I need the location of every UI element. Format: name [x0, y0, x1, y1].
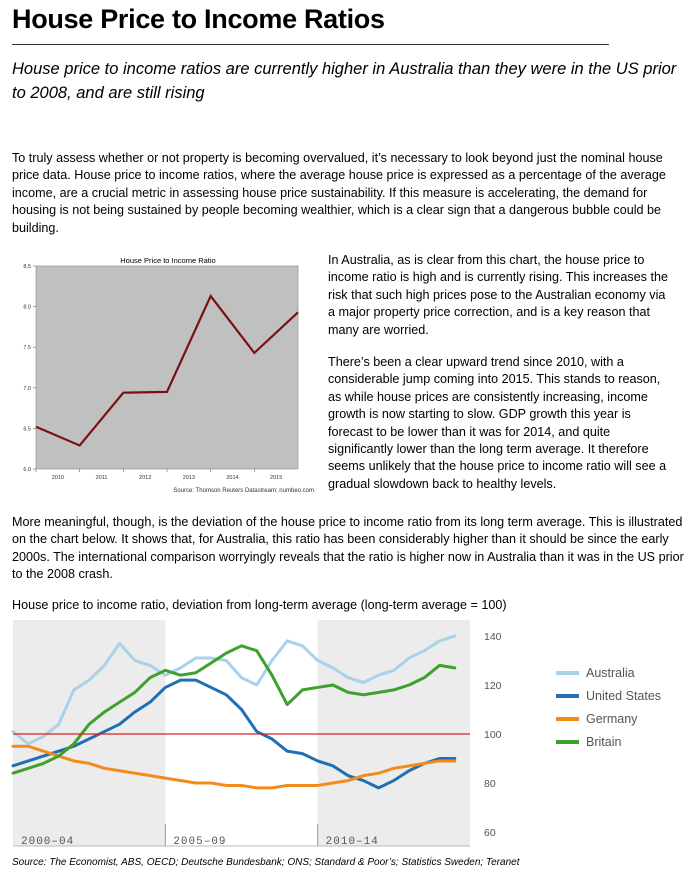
chart1-source-note: Source: Thomson Reuters Datastream; numbeo.com [173, 488, 314, 494]
chart1-y-tick-label: 6.0 [23, 467, 31, 473]
deviation-chart-caption: House price to income ratio, deviation from long-term average (long-term average = 100) [12, 598, 507, 612]
chart1-title: House Price to Income Ratio [120, 256, 216, 265]
deviation-from-average-chart [8, 620, 688, 860]
page-title: House Price to Income Ratios [12, 4, 385, 34]
chart1-y-tick-label: 8.0 [23, 304, 31, 311]
chart2-y-tick-label: 100 [484, 729, 502, 741]
chart2-x-label: 2010–14 [325, 836, 379, 848]
chart1-y-tick-label: 8.5 [23, 264, 31, 270]
intro-paragraph: To truly assess whether or not property is becoming overvalued, it’s necessary to look beyond just the nominal house price data. House price to income ratios, where the average house price is expressed as a percentage of the average income, are a crucial metric in assessing house price sustainability. If this measure is accelerating, the demand for housing is not being sustained by people becoming wealthier, which is a clear sign that a dangerous bubble could be building. [12, 151, 666, 235]
chart2-x-label: 2005–09 [173, 836, 227, 848]
chart1-x-tick-label: 2013 [182, 475, 195, 481]
chart2-legend-label: Australia [586, 666, 635, 680]
house-price-income-ratio-chart [8, 252, 322, 500]
chart1-x-tick-label: 2015 [270, 475, 283, 481]
chart2-y-tick-label: 60 [484, 827, 496, 839]
chart1-x-tick-label: 2012 [139, 475, 152, 481]
chart1-y-tick-label: 6.5 [23, 426, 31, 433]
chart1-y-tick-label: 7.0 [23, 385, 31, 392]
chart2-x-label: 2000–04 [21, 836, 75, 848]
chart1-x-tick-label: 2010 [51, 475, 64, 481]
chart2-y-tick-label: 140 [484, 631, 502, 643]
chart2-y-tick-label: 80 [484, 778, 496, 790]
chart2-legend-label: Germany [586, 712, 638, 726]
chart2-shaded-band [13, 620, 165, 846]
title-divider [12, 44, 609, 45]
side-paragraph-2: There’s been a clear upward trend since 2010, with a considerable jump coming into 2015. This stands to reason, as while house prices are consistently increasing, income growth is now starting to slow. GDP growth this year is forecast to be lower than it was for 2014, and quite significantly lower than the long term average. It therefore seems unlikely that the house price to income ratio will see a gradual slowdown back to healthy levels. [328, 355, 667, 491]
chart2-shaded-band [318, 620, 470, 846]
chart2-legend-label: United States [586, 689, 662, 703]
deviation-paragraph: More meaningful, though, is the deviation of the house price to income ratio from its long term average. This is illustrated on the chart below. It shows that, for Australia, this ratio has been considerably higher than it should be since the early 2000s. The international comparison worryingly reveals that the ratio is higher now in Australia than it was in the US prior to the 2008 crash. [12, 515, 684, 582]
chart1-plot-area [36, 266, 298, 469]
chart1-x-tick-label: 2011 [95, 475, 108, 481]
side-paragraph-1: In Australia, as is clear from this chart, the house price to income ratio is high and is currently rising. This increases the risk that such high prices pose to the Australian economy via a major property price correction, and is a key reason that many are worried. [328, 253, 668, 337]
chart1-x-tick-label: 2014 [226, 475, 239, 481]
page-subtitle: House price to income ratios are currently higher in Australia than they were in the US prior to 2008, and are still rising [12, 60, 677, 102]
chart2-legend-label: Britain [586, 735, 622, 749]
chart2-y-tick-label: 120 [484, 680, 502, 692]
source-note: Source: The Economist, ABS, OECD; Deutsche Bundesbank; ONS; Standard & Poor’s; Statistics Sweden; Teranet [12, 857, 520, 868]
chart1-y-tick-label: 7.5 [23, 345, 31, 352]
